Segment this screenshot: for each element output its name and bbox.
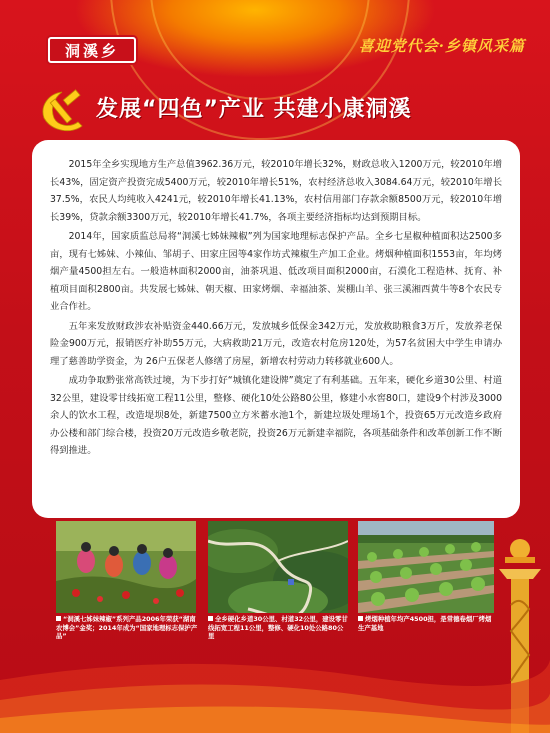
article-paragraph: 2015年全乡实现地方生产总值3962.36万元，较2010年增长32%，财政总收入1200万元，较2010年增长43%，固定资产投资完成5400万元，较2010年增长51%，农村经济总收入3084.64万元，较2010年增长37.5%，农民人均纯收入4241元，较2010年增长41.13%，农村信用部门存款余额8500万元，较2010年增长39%，贷款余额3300万元，较2010年增长41.7%，各项主要经济指标均达到预期目标。 xyxy=(50,159,502,223)
photo-caption: 烤烟种植年均产4500担，是常德卷烟厂烤烟生产基地 xyxy=(358,615,492,632)
series-title: 喜迎党代会·乡镇风采篇 xyxy=(358,37,525,55)
photo-caption: 全乡硬化乡道30公里、村道32公里，建设零甘线拓宽工程11公里，整修、硬化10处公路80公里 xyxy=(208,615,348,641)
article-card xyxy=(32,140,520,518)
bullet-square-icon xyxy=(56,616,61,621)
bullet-square-icon xyxy=(358,616,363,621)
party-emblem-icon xyxy=(36,88,90,134)
article-paragraph: 2014年，国家质监总局将“洞溪七姊妹辣椒”列为国家地理标志保护产品。全乡七星椒种植面积达2500多亩，现有七姊妹、小辣仙、邹胡子、田家庄园等4家作坊式辣椒生产加工企业。烤烟种植面积1553亩，年均烤烟产量4500担左右。一般造林面积2000亩，油茶巩退、低改项目面积2000亩，石漠化工程造林、抚育、补植项目面积2800亩。共发展七姊妹、朝天椒、田家烤烟、幸福油茶、炭棚山羊、张三溪湘西黄牛等8个农民专业合作社。 xyxy=(50,230,502,313)
decorative-bottom-swoosh xyxy=(0,640,550,733)
article-paragraph: 五年来发放财政涉农补贴资金440.66万元，发放城乡低保金342万元，发放救助粮食3万斤，发放养老保险金900万元，报销医疗补助55万元，大病救助21万元，改造农村危房120处，为57名贫困大中学生申请办理了慈善助学资金，为 26户五保老人修缮了房屋，新增农村劳动力转移就业600人。 xyxy=(50,320,502,367)
township-tag: 洞溪乡 xyxy=(48,37,136,63)
headline: 发展“四色”产业 共建小康洞溪 xyxy=(96,97,412,122)
photo-tobacco-field xyxy=(358,521,494,613)
photo-caption: “洞溪七姊妹辣椒”系列产品2006年荣获“湖南农博会”金奖；2014年成为“国家地理标志保护产品” xyxy=(56,615,198,641)
bullet-square-icon xyxy=(208,616,213,621)
photo-pepper-harvest xyxy=(56,521,196,613)
article-paragraph: 成功争取黔张常高铁过境，为下步打好“城镇化建设牌”奠定了有利基础。五年来，硬化乡道30公里、村道32公里，建设零甘线拓宽工程11公里，整修、硬化10处公路80公里，修建小水窖80口，建设9个村涉及3000余人的饮水工程，改造堤坝8处，新建7500立方米蓄水池1个，新建垃圾处理场1个，投资65万元改造乡政府办公楼和部门综合楼，投资20万元改造乡敬老院，投资26万元新建幸福院，各项基础条件和改革创新工作不断得到推进。 xyxy=(50,374,502,457)
photo-mountain-road xyxy=(208,521,348,613)
